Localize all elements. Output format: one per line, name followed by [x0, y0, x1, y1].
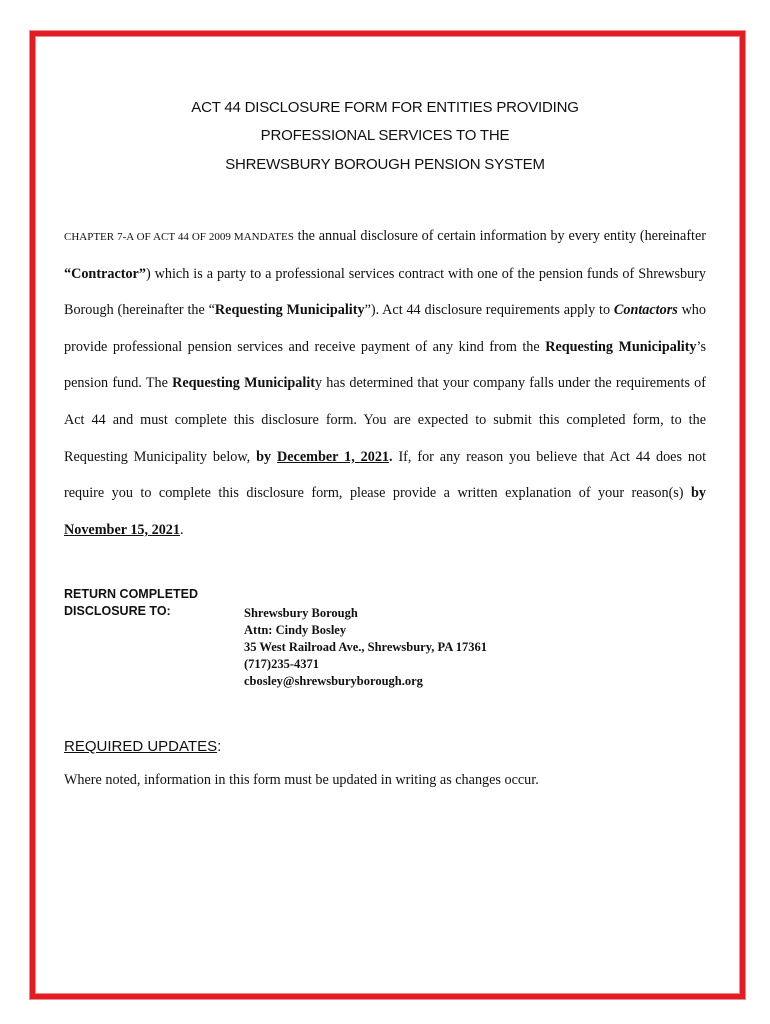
required-updates-colon: :	[217, 738, 222, 755]
return-label-line-2: DISCLOSURE TO:	[64, 604, 171, 618]
paragraph-text-4: who provide professional pension services and receive payment of any kind from the	[64, 302, 706, 355]
contactors-term: Contactors	[613, 302, 678, 319]
return-address	[244, 605, 487, 690]
paragraph-text-7: If, for any reason you believe that Act 44 does not require you to complete this disclosure form, please provide a written explanation of your reason(s)	[64, 448, 707, 502]
paragraph-text-3: ”). Act 44 disclosure requirements apply to	[364, 302, 614, 319]
requesting-municipality-term: Requesting Municipality	[214, 302, 365, 319]
period-1: .	[389, 448, 393, 465]
paragraph-text-5: ’s pension fund. The	[64, 338, 706, 392]
contractor-term: “Contractor”	[64, 265, 146, 282]
form-title-line-3: SHREWSBURY BOROUGH PENSION SYSTEM	[225, 156, 545, 173]
address-phone: (717)235-4371	[244, 657, 319, 671]
disclosure-paragraph	[64, 218, 706, 548]
return-label-line-1: RETURN COMPLETED	[64, 587, 199, 601]
by-label-1: by	[256, 448, 278, 465]
deadline-date-1: December 1, 2021	[277, 448, 390, 465]
address-email: cbosley@shrewsburyborough.org	[244, 674, 423, 688]
requesting-municipality-term-3: Requesting Municipalit	[172, 375, 316, 392]
chapter-citation: CHAPTER 7-A OF ACT 44 OF 2009 MANDATES	[64, 231, 294, 243]
form-title-line-1: ACT 44 DISCLOSURE FORM FOR ENTITIES PROVIDING	[191, 99, 579, 116]
required-updates-text: Where noted, information in this form must be updated in writing as changes occur.	[64, 772, 539, 788]
return-label	[64, 586, 198, 620]
address-name: Shrewsbury Borough	[244, 606, 358, 620]
paragraph-text-6: y has determined that your company falls under the requirements of Act 44 and must complete this disclosure form. You are expected to submit this completed form, to the Requesting Municipality below,	[64, 375, 706, 465]
paragraph-text-2: ) which is a party to a professional services contract with one of the pension funds of Shrewsbury Borough (hereinafter the “	[64, 265, 706, 319]
required-updates-heading	[64, 738, 221, 755]
address-street: 35 West Railroad Ave., Shrewsbury, PA 17361	[244, 640, 487, 654]
requesting-municipality-term-2: Requesting Municipality	[545, 338, 697, 355]
period-2: .	[179, 521, 184, 538]
deadline-date-2: November 15, 2021	[64, 521, 180, 538]
paragraph-text-1: the annual disclosure of certain information by every entity (hereinafter	[293, 228, 707, 244]
form-title-line-2: PROFESSIONAL SERVICES TO THE	[260, 127, 510, 144]
required-updates-title: REQUIRED UPDATES	[64, 738, 218, 755]
by-label-2: by	[691, 485, 706, 502]
address-attn: Attn: Cindy Bosley	[244, 623, 347, 637]
